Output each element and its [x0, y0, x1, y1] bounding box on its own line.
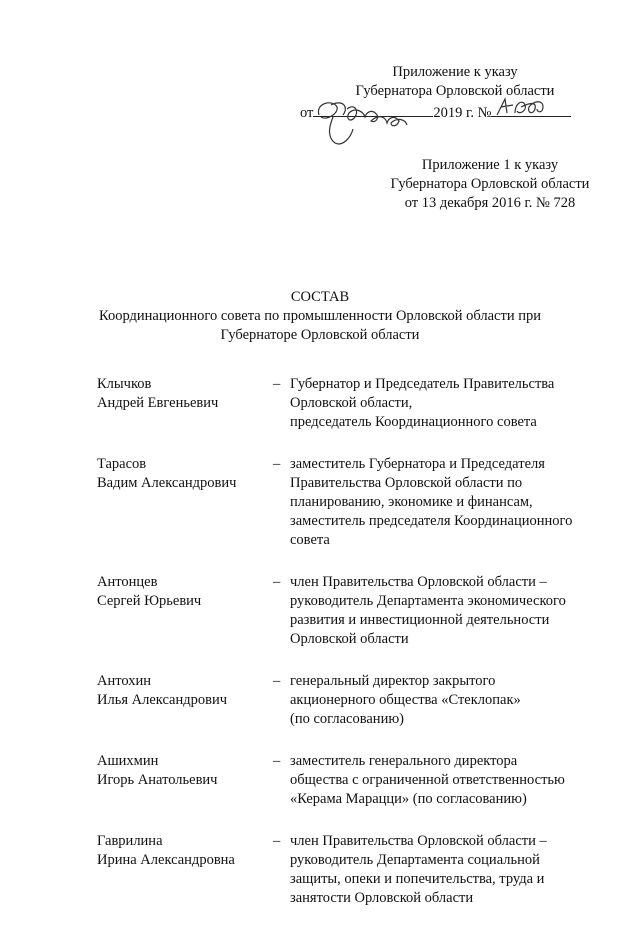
member-dash: –: [273, 574, 281, 590]
member-row: [97, 832, 597, 908]
member-given-name: Вадим Александрович: [97, 475, 237, 491]
member-given-name: Илья Александрович: [97, 692, 228, 708]
document-title: [80, 288, 560, 345]
appendix-original-line1: Приложение 1 к указу: [421, 157, 559, 173]
member-role: [290, 573, 600, 649]
member-given-name: Андрей Евгеньевич: [97, 395, 219, 411]
member-name: [97, 832, 272, 870]
appendix-original-line2: Губернатора Орловской области: [390, 176, 590, 192]
role-line: (по согласованию): [290, 711, 404, 727]
role-line: «Керама Марацци» (по согласованию): [290, 791, 527, 807]
title-line1: Координационного совета по промышленности Орловской области при: [99, 308, 541, 324]
member-role: [290, 375, 600, 432]
role-line: заместитель Губернатора и Председателя: [290, 456, 545, 472]
role-line: развития и инвестиционной деятельности: [290, 612, 550, 628]
role-line: Орловской области,: [290, 395, 413, 411]
member-role: [290, 455, 600, 550]
role-line: защиты, опеки и попечительства, труда и: [290, 871, 545, 887]
role-line: заместитель генерального директора: [290, 753, 518, 769]
member-name: [97, 375, 272, 413]
role-line: Орловской области: [290, 631, 409, 647]
member-surname: Антохин: [97, 673, 152, 689]
member-row: [97, 375, 597, 432]
role-line: руководитель Департамента социальной: [290, 852, 540, 868]
appendix-original-header: [385, 156, 595, 213]
role-line: Губернатор и Председатель Правительства: [290, 376, 555, 392]
role-line: член Правительства Орловской области –: [290, 574, 547, 590]
role-line: планированию, экономике и финансам,: [290, 494, 533, 510]
member-surname: Тарасов: [97, 456, 147, 472]
member-dash: –: [273, 456, 281, 472]
member-row: [97, 573, 597, 649]
member-dash: –: [273, 673, 281, 689]
role-line: акционерного общества «Стеклопак»: [290, 692, 521, 708]
date-year-part: 2019 г. №: [433, 105, 492, 121]
member-role: [290, 672, 600, 729]
number-underline: [491, 101, 571, 117]
role-line: председатель Координационного совета: [290, 414, 537, 430]
member-surname: Клычков: [97, 376, 152, 392]
member-surname: Антонцев: [97, 574, 158, 590]
member-dash: –: [273, 753, 281, 769]
member-given-name: Сергей Юрьевич: [97, 593, 202, 609]
member-name: [97, 752, 272, 790]
title-heading: СОСТАВ: [290, 289, 350, 305]
member-row: [97, 455, 597, 550]
member-given-name: Ирина Александровна: [97, 852, 235, 868]
date-prefix: от: [300, 105, 314, 121]
member-dash: –: [273, 376, 281, 392]
role-line: совета: [290, 532, 330, 548]
role-line: руководитель Департамента экономического: [290, 593, 566, 609]
role-line: Правительства Орловской области по: [290, 475, 523, 491]
members-list: [97, 375, 597, 931]
appendix-current-header: [300, 63, 610, 123]
role-line: занятости Орловской области: [290, 890, 474, 906]
role-line: общества с ограниченной ответственностью: [290, 772, 565, 788]
member-dash: –: [273, 833, 281, 849]
appendix-current-line2: Губернатора Орловской области: [355, 83, 555, 99]
member-role: [290, 752, 600, 809]
appendix-current-line1: Приложение к указу: [392, 64, 518, 80]
appendix-current-date-line: [300, 101, 610, 123]
role-line: заместитель председателя Координационного: [290, 513, 573, 529]
handwritten-date-signature: [313, 93, 443, 155]
title-line2: Губернаторе Орловской области: [220, 327, 420, 343]
date-underline: [313, 101, 433, 117]
member-surname: Гаврилина: [97, 833, 163, 849]
member-given-name: Игорь Анатольевич: [97, 772, 218, 788]
member-row: [97, 672, 597, 729]
member-role: [290, 832, 600, 908]
member-surname: Ашихмин: [97, 753, 159, 769]
appendix-original-line3: от 13 декабря 2016 г. № 728: [404, 195, 576, 211]
member-name: [97, 573, 272, 611]
member-name: [97, 672, 272, 710]
role-line: генеральный директор закрытого: [290, 673, 496, 689]
member-row: [97, 752, 597, 809]
role-line: член Правительства Орловской области –: [290, 833, 547, 849]
member-name: [97, 455, 272, 493]
